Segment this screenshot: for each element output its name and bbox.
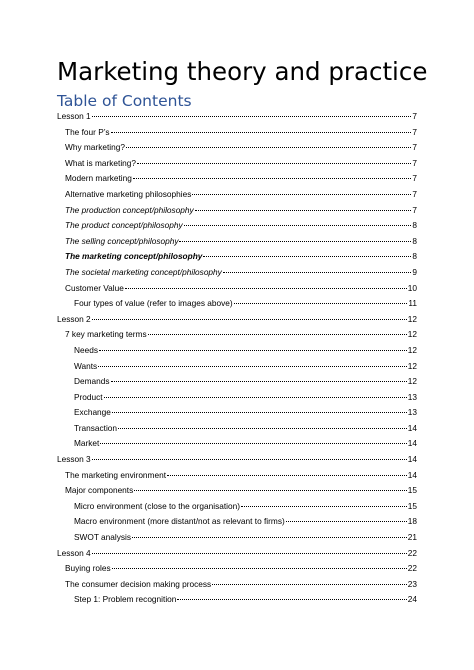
toc-entry-label: Step 1: Problem recognition [74,594,177,605]
toc-page-number: 15 [407,500,417,511]
toc-entry[interactable] [57,156,417,172]
toc-entry[interactable] [57,343,417,359]
toc-entry-label: The marketing concept/philosophy [65,251,203,262]
toc-entry-label: Alternative marketing philosophies [65,188,192,199]
toc-dot-leader [286,521,407,522]
toc-entry-label: Four types of value (refer to images above) [74,298,233,309]
toc-entry-label: The production concept/philosophy [65,204,194,215]
toc-entry[interactable] [57,109,417,125]
toc-dot-leader [192,194,411,195]
toc-page-number: 9 [412,266,417,277]
toc-entry-label: Buying roles [65,563,111,574]
toc-entry-label: Transaction [74,422,118,433]
toc-dot-leader [203,256,411,257]
toc-page-number: 15 [407,485,417,496]
toc-heading: Table of Contents [57,92,192,110]
toc-entry-label: Micro environment (close to the organisation) [74,500,241,511]
toc-entry[interactable] [57,592,417,608]
toc-dot-leader [137,163,411,164]
document-title: Marketing theory and practice [57,57,428,86]
toc-entry[interactable] [57,218,417,234]
toc-dot-leader [92,459,407,460]
toc-entry[interactable] [57,390,417,406]
toc-page-number: 21 [407,532,417,543]
toc-dot-leader [177,599,406,600]
toc-entry[interactable] [57,296,417,312]
toc-dot-leader [184,225,412,226]
toc-entry[interactable] [57,452,417,468]
toc-entry[interactable] [57,530,417,546]
toc-dot-leader [167,475,407,476]
toc-page-number: 12 [407,344,417,355]
toc-dot-leader [104,397,407,398]
toc-page-number: 7 [412,142,417,153]
toc-entry-label: The societal marketing concept/philosophy [65,266,222,277]
toc-dot-leader [179,241,411,242]
toc-page-number: 23 [407,578,417,589]
toc-dot-leader [92,116,412,117]
toc-dot-leader [126,147,411,148]
toc-entry-label: The product concept/philosophy [65,220,183,231]
toc-entry-label: Exchange [74,407,111,418]
toc-page-number: 8 [412,235,417,246]
toc-dot-leader [118,428,407,429]
toc-entry-label: The selling concept/philosophy [65,235,179,246]
toc-entry-label: The consumer decision making process [65,578,212,589]
toc-dot-leader [92,319,407,320]
toc-entry[interactable] [57,561,417,577]
toc-page-number: 14 [407,454,417,465]
toc-entry[interactable] [57,546,417,562]
toc-page-number: 7 [412,173,417,184]
toc-entry[interactable] [57,140,417,156]
toc-entry-label: Demands [74,376,110,387]
toc-entry[interactable] [57,125,417,141]
toc-page-number: 13 [407,407,417,418]
toc-dot-leader [112,412,407,413]
toc-entry-label: Needs [74,344,98,355]
toc-dot-leader [134,490,407,491]
toc-dot-leader [125,288,407,289]
toc-dot-leader [111,132,412,133]
toc-entry[interactable] [57,249,417,265]
toc-dot-leader [112,568,407,569]
toc-dot-leader [98,366,407,367]
toc-entry-label: Lesson 2 [57,313,91,324]
toc-page-number: 7 [412,204,417,215]
toc-dot-leader [111,381,407,382]
toc-page-number: 18 [407,516,417,527]
toc-page-number: 14 [407,438,417,449]
toc-entry[interactable] [57,577,417,593]
toc-entry-label: Macro environment (more distant/not as relevant to firms) [74,516,285,527]
toc-dot-leader [133,178,412,179]
toc-page-number: 7 [412,157,417,168]
toc-entry-label: The four P’s [65,126,110,137]
toc-dot-leader [241,506,407,507]
toc-entry[interactable] [57,234,417,250]
toc-entry-label: Market [74,438,100,449]
toc-dot-leader [234,303,408,304]
toc-entry[interactable] [57,468,417,484]
toc-page-number: 22 [407,547,417,558]
toc-entry[interactable] [57,421,417,437]
toc-entry[interactable] [57,327,417,343]
toc-dot-leader [99,350,407,351]
toc-entry[interactable] [57,405,417,421]
table-of-contents [57,109,417,608]
toc-page-number: 10 [407,282,417,293]
toc-entry-label: Lesson 4 [57,547,91,558]
toc-entry[interactable] [57,203,417,219]
toc-entry[interactable] [57,514,417,530]
toc-page-number: 22 [407,563,417,574]
toc-page-number: 12 [407,313,417,324]
toc-entry[interactable] [57,312,417,328]
toc-entry[interactable] [57,483,417,499]
toc-page-number: 14 [407,469,417,480]
toc-entry-label: The marketing environment [65,469,166,480]
toc-entry-label: Why marketing? [65,142,125,153]
toc-page-number: 7 [412,188,417,199]
toc-dot-leader [223,272,412,273]
toc-page-number: 14 [407,422,417,433]
toc-page-number: 13 [407,391,417,402]
toc-entry-label: Lesson 1 [57,111,91,121]
toc-page-number: 24 [407,594,417,605]
toc-entry[interactable] [57,265,417,281]
toc-entry-label: Product [74,391,103,402]
toc-page-number: 12 [407,376,417,387]
toc-page-number: 12 [407,360,417,371]
toc-entry[interactable] [57,171,417,187]
toc-page-number: 7 [412,111,417,121]
toc-entry-label: What is marketing? [65,157,137,168]
toc-entry-label: 7 key marketing terms [65,329,147,340]
toc-page-number: 7 [412,126,417,137]
toc-entry[interactable] [57,374,417,390]
toc-page-number: 8 [412,251,417,262]
toc-dot-leader [92,553,407,554]
toc-dot-leader [100,443,406,444]
toc-entry[interactable] [57,359,417,375]
toc-dot-leader [212,584,407,585]
toc-entry[interactable] [57,436,417,452]
toc-entry[interactable] [57,499,417,515]
toc-entry-label: Major components [65,485,134,496]
toc-page-number: 8 [412,220,417,231]
toc-dot-leader [195,210,412,211]
toc-page-number: 11 [408,298,417,309]
toc-entry-label: Customer Value [65,282,124,293]
toc-entry[interactable] [57,187,417,203]
toc-dot-leader [132,537,407,538]
toc-entry[interactable] [57,281,417,297]
toc-entry-label: Wants [74,360,98,371]
toc-entry-label: SWOT analysis [74,532,132,543]
toc-entry-label: Modern marketing [65,173,132,184]
toc-dot-leader [148,334,407,335]
toc-entry-label: Lesson 3 [57,454,91,465]
toc-page-number: 12 [407,329,417,340]
